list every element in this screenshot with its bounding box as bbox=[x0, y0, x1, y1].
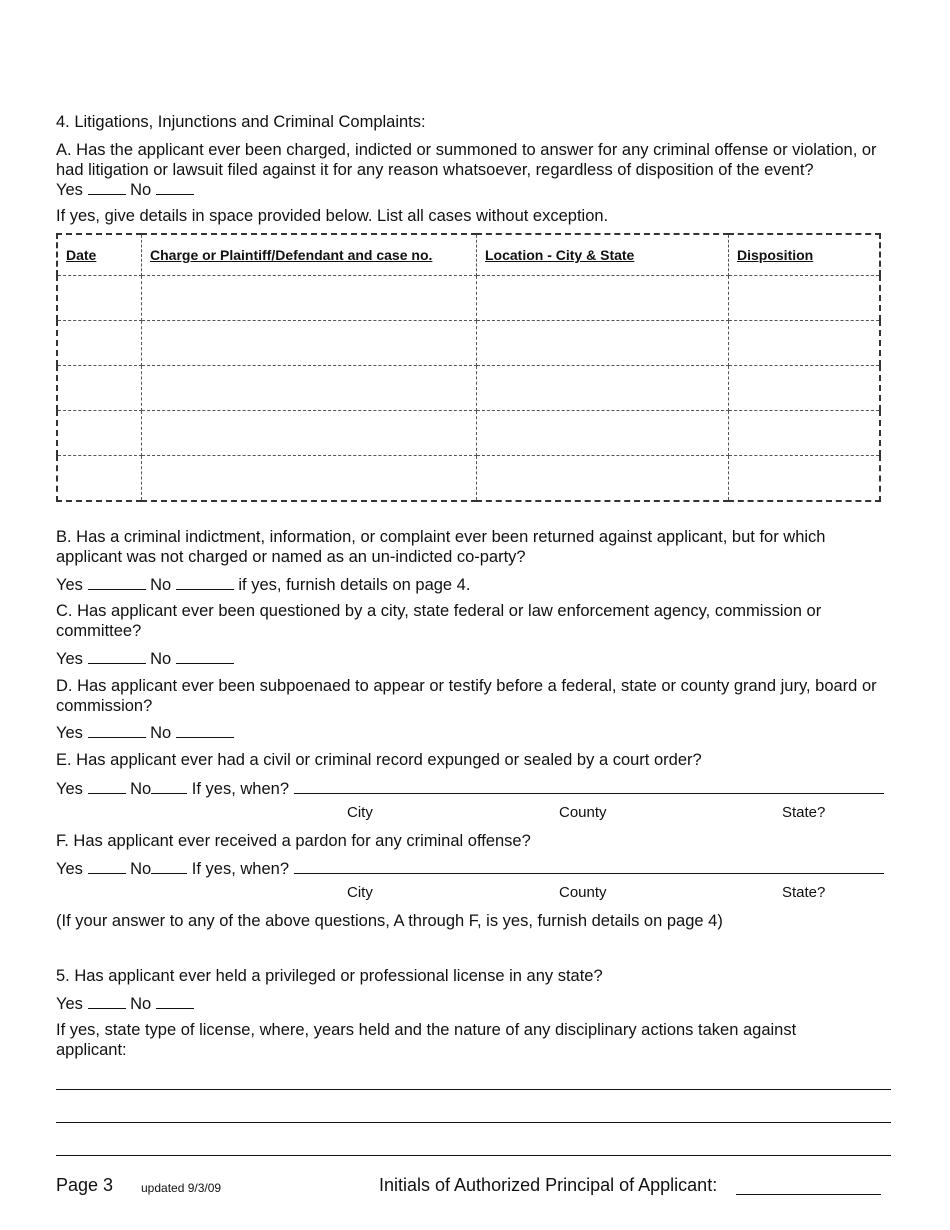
details-instruction: If yes, give details in space provided below. List all cases without exception. bbox=[56, 207, 609, 225]
charge-cell[interactable] bbox=[142, 456, 477, 502]
table-row bbox=[57, 366, 880, 411]
no-label: No bbox=[150, 724, 172, 742]
state-caption: State? bbox=[782, 884, 826, 901]
question-e: E. Has applicant ever had a civil or criminal record expunged or sealed by a court order? bbox=[56, 751, 702, 769]
question-f-no-field[interactable] bbox=[151, 858, 187, 874]
yes-label: Yes bbox=[56, 860, 83, 878]
question-e-answer bbox=[56, 778, 892, 799]
question-a-yes-field[interactable] bbox=[88, 179, 126, 195]
date-cell[interactable] bbox=[57, 366, 142, 411]
no-label: No bbox=[130, 780, 152, 798]
question-d: D. Has applicant ever been subpoenaed to appear or testify before a federal, state or county grand jury, board or commission? bbox=[56, 677, 877, 715]
question-f-when-field[interactable] bbox=[294, 858, 884, 874]
yes-label: Yes bbox=[56, 181, 83, 199]
yes-label: Yes bbox=[56, 995, 83, 1013]
question-c-answer bbox=[56, 648, 234, 669]
question-a: A. Has the applicant ever been charged, indicted or summoned to answer for any criminal offense or violation, or had litigation or lawsuit filed against it for any reason whatsoever, regardless of disposition of the event? bbox=[56, 141, 877, 179]
charge-cell[interactable] bbox=[142, 411, 477, 456]
initials-field[interactable] bbox=[736, 1178, 881, 1195]
date-cell[interactable] bbox=[57, 411, 142, 456]
no-label: No bbox=[150, 650, 172, 668]
section-5-details-instruction: If yes, state type of license, where, years held and the nature of any disciplinary actions taken against applicant: bbox=[56, 1021, 797, 1059]
disposition-cell[interactable] bbox=[729, 276, 881, 321]
question-b-answer bbox=[56, 574, 470, 595]
a-through-f-note: (If your answer to any of the above questions, A through F, is yes, furnish details on page 4) bbox=[56, 912, 723, 930]
disposition-cell[interactable] bbox=[729, 321, 881, 366]
section-5-no-field[interactable] bbox=[156, 993, 194, 1009]
yes-label: Yes bbox=[56, 780, 83, 798]
section-5-question: 5. Has applicant ever held a privileged or professional license in any state? bbox=[56, 967, 603, 985]
column-header-charge: Charge or Plaintiff/Defendant and case no. bbox=[142, 234, 477, 276]
date-cell[interactable] bbox=[57, 276, 142, 321]
no-label: No bbox=[130, 860, 152, 878]
question-d-yes-field[interactable] bbox=[88, 722, 146, 738]
location-cell[interactable] bbox=[477, 321, 729, 366]
no-label: No bbox=[130, 995, 152, 1013]
yes-label: Yes bbox=[56, 650, 83, 668]
question-f-yes-field[interactable] bbox=[88, 858, 126, 874]
state-caption: State? bbox=[782, 804, 826, 821]
question-a-no-field[interactable] bbox=[156, 179, 194, 195]
yes-label: Yes bbox=[56, 724, 83, 742]
cases-table bbox=[56, 233, 881, 502]
charge-cell[interactable] bbox=[142, 276, 477, 321]
question-e-when-field[interactable] bbox=[294, 778, 884, 794]
question-a-answer bbox=[56, 179, 194, 200]
if-yes-when-label: If yes, when? bbox=[191, 780, 290, 798]
question-b: B. Has a criminal indictment, information, or complaint ever been returned against applicant, but for which applicant was not charged or named as an un-indicted co-party? bbox=[56, 528, 826, 566]
question-b-suffix: if yes, furnish details on page 4. bbox=[238, 576, 471, 594]
city-caption: City bbox=[347, 884, 373, 901]
cases-table-header bbox=[57, 234, 880, 276]
county-caption: County bbox=[559, 884, 607, 901]
location-cell[interactable] bbox=[477, 456, 729, 502]
county-caption: County bbox=[559, 804, 607, 821]
question-b-no-field[interactable] bbox=[176, 574, 234, 590]
section-4-heading: 4. Litigations, Injunctions and Criminal Complaints: bbox=[56, 113, 426, 131]
question-e-yes-field[interactable] bbox=[88, 778, 126, 794]
yes-label: Yes bbox=[56, 576, 83, 594]
charge-cell[interactable] bbox=[142, 366, 477, 411]
license-details-line[interactable] bbox=[56, 1089, 891, 1090]
question-c-no-field[interactable] bbox=[176, 648, 234, 664]
city-caption: City bbox=[347, 804, 373, 821]
location-cell[interactable] bbox=[477, 276, 729, 321]
question-f: F. Has applicant ever received a pardon for any criminal offense? bbox=[56, 832, 531, 850]
column-header-location: Location - City & State bbox=[477, 234, 729, 276]
question-f-answer bbox=[56, 858, 892, 879]
license-details-line[interactable] bbox=[56, 1155, 891, 1156]
question-c: C. Has applicant ever been questioned by a city, state federal or law enforcement agency, commission or committee? bbox=[56, 602, 822, 640]
location-cell[interactable] bbox=[477, 366, 729, 411]
initials-label: Initials of Authorized Principal of Applicant: bbox=[379, 1175, 718, 1195]
charge-cell[interactable] bbox=[142, 321, 477, 366]
no-label: No bbox=[150, 576, 172, 594]
no-label: No bbox=[130, 181, 152, 199]
question-e-no-field[interactable] bbox=[151, 778, 187, 794]
disposition-cell[interactable] bbox=[729, 366, 881, 411]
question-b-yes-field[interactable] bbox=[88, 574, 146, 590]
if-yes-when-label: If yes, when? bbox=[191, 860, 290, 878]
date-cell[interactable] bbox=[57, 456, 142, 502]
question-c-yes-field[interactable] bbox=[88, 648, 146, 664]
table-row bbox=[57, 411, 880, 456]
section-5-answer bbox=[56, 993, 194, 1014]
page-number: Page 3 bbox=[56, 1175, 114, 1195]
date-cell[interactable] bbox=[57, 321, 142, 366]
table-row bbox=[57, 321, 880, 366]
location-cell[interactable] bbox=[477, 411, 729, 456]
table-row bbox=[57, 276, 880, 321]
column-header-date: Date bbox=[57, 234, 142, 276]
question-d-no-field[interactable] bbox=[176, 722, 234, 738]
section-5-yes-field[interactable] bbox=[88, 993, 126, 1009]
column-header-disposition: Disposition bbox=[729, 234, 881, 276]
disposition-cell[interactable] bbox=[729, 411, 881, 456]
disposition-cell[interactable] bbox=[729, 456, 881, 502]
table-row bbox=[57, 456, 880, 502]
updated-date: updated 9/3/09 bbox=[141, 1181, 222, 1195]
license-details-line[interactable] bbox=[56, 1122, 891, 1123]
question-d-answer bbox=[56, 722, 234, 743]
